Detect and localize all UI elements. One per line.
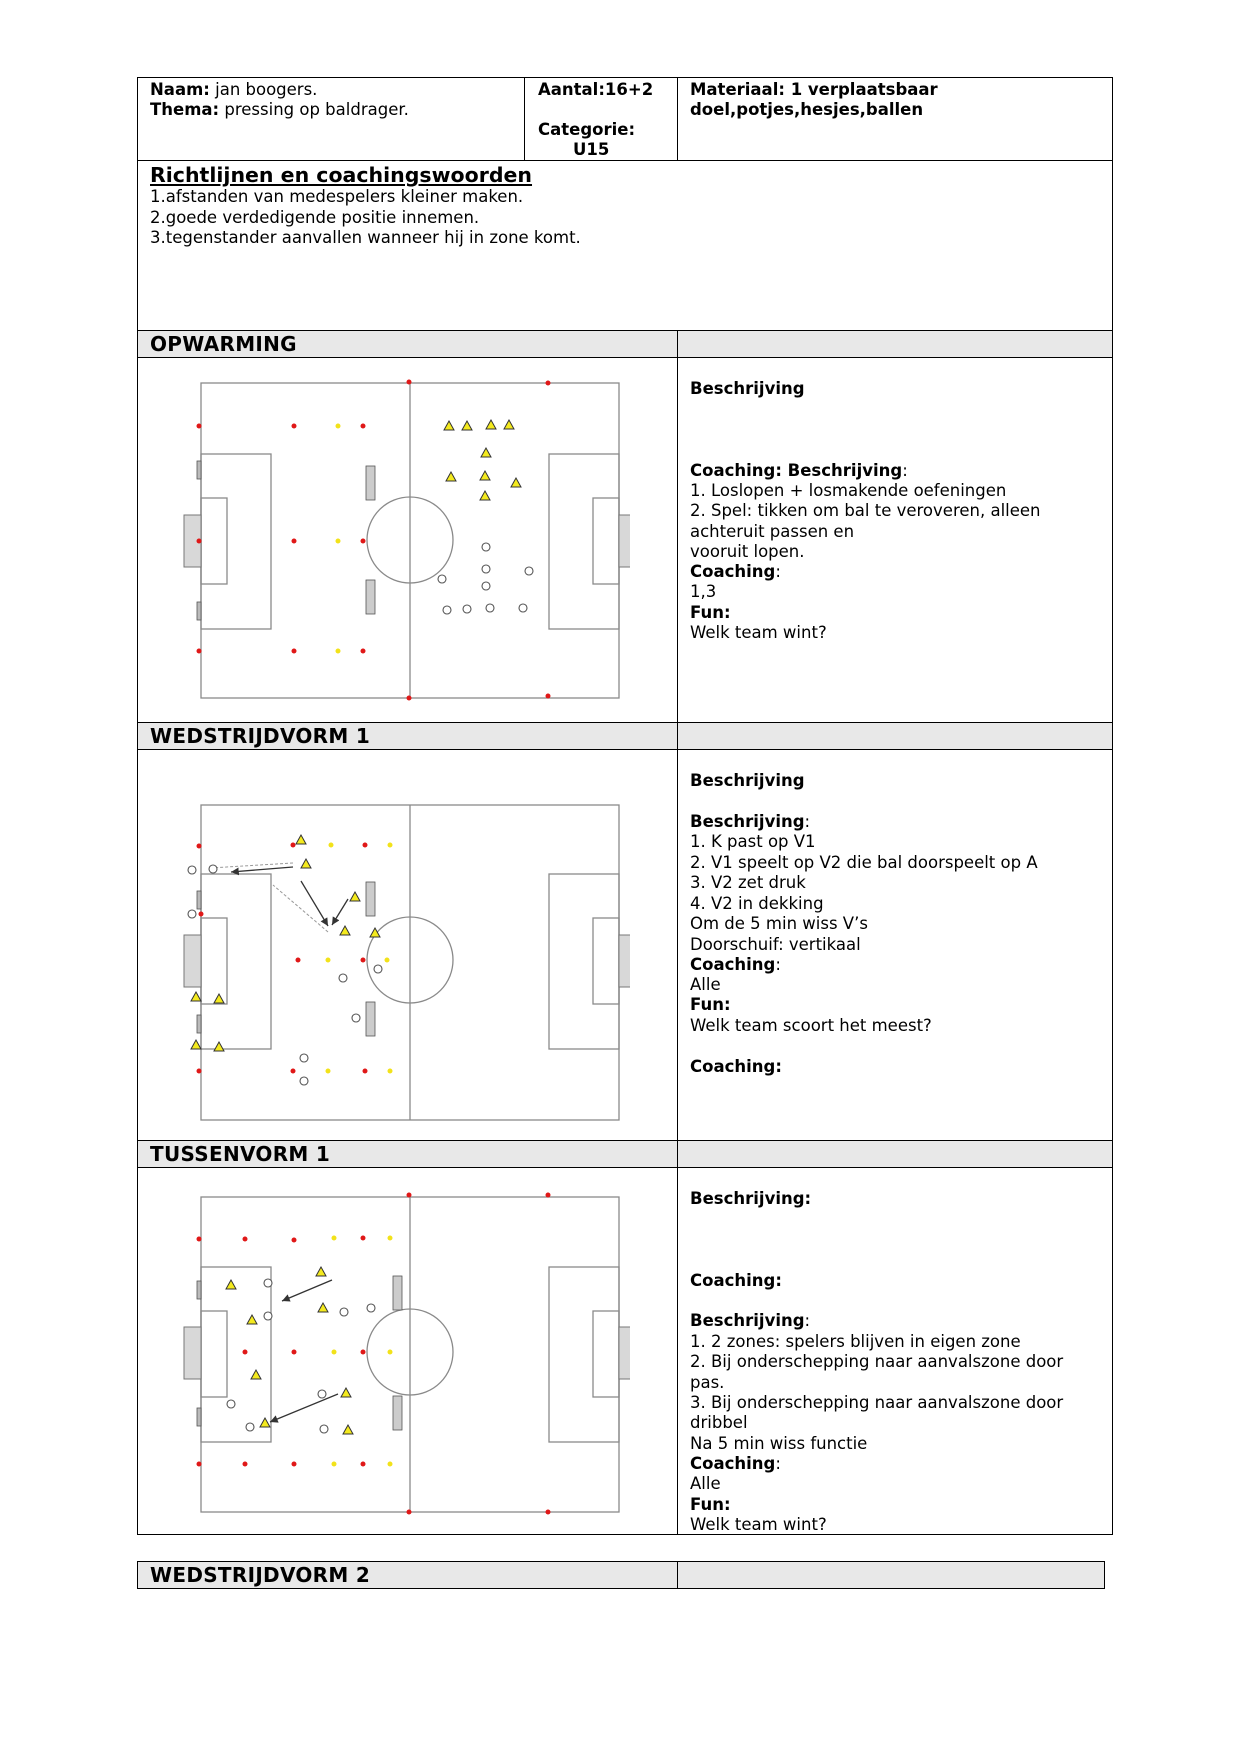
tussenvorm1-title: TUSSENVORM 1 <box>150 1142 331 1166</box>
opwarming-fun-value: Welk team wint? <box>690 623 827 642</box>
categorie-value: U15 <box>573 140 610 159</box>
thema-line <box>150 100 409 120</box>
categorie-label: Categorie: <box>538 120 636 139</box>
materiaal-line1: Materiaal: 1 verplaatsbaar <box>690 80 938 99</box>
wv1-item-3: 3. V2 zet druk <box>690 873 806 892</box>
opwarming-item-4: vooruit lopen. <box>690 542 805 561</box>
colon: : <box>804 1311 811 1330</box>
thema-value: pressing op baldrager. <box>219 100 409 119</box>
tv1-item-6: Na 5 min wiss functie <box>690 1434 868 1453</box>
richtlijn-3: 3.tegenstander aanvallen wanneer hij in zone komt. <box>150 228 581 247</box>
wv1-item-6: Doorschuif: vertikaal <box>690 935 861 954</box>
thema-label: Thema: <box>150 100 220 119</box>
field-diagram-tussenvorm1 <box>180 1188 630 1518</box>
label: Beschrijving <box>690 812 805 831</box>
naam-value: jan boogers. <box>209 80 318 99</box>
tv1-item-1: 1. 2 zones: spelers blijven in eigen zone <box>690 1332 1021 1351</box>
coaching2-label: Coaching <box>690 562 776 581</box>
goal-net-icon <box>184 882 630 1036</box>
wv1-item-4: 4. V2 in dekking <box>690 894 824 913</box>
wv1-beschrijving-label <box>690 812 810 832</box>
player-circle-icon <box>438 543 533 614</box>
tv1-coaching-value: Alle <box>690 1474 721 1493</box>
wv1-item-5: Om de 5 min wiss V’s <box>690 914 868 933</box>
naam-line <box>150 80 317 100</box>
opwarming-coaching2 <box>690 562 781 582</box>
cone-icon <box>197 380 551 701</box>
tv1-beschrijving-label <box>690 1311 810 1331</box>
opwarming-coaching-label <box>690 461 908 481</box>
opwarming-item-2: 2. Spel: tikken om bal te veroveren, alleen <box>690 501 1041 520</box>
colon: : <box>775 1454 781 1473</box>
tv1-fun-label: Fun: <box>690 1495 731 1514</box>
tv1-item-4: 3. Bij onderschepping naar aanvalszone door <box>690 1393 1064 1412</box>
naam-label: Naam: <box>150 80 210 99</box>
richtlijn-2: 2.goede verdedigende positie innemen. <box>150 208 480 227</box>
opwarming-title: OPWARMING <box>150 332 297 356</box>
label: Beschrijving <box>690 1311 805 1330</box>
coaching-label-text: Coaching: Beschrijving <box>690 461 903 480</box>
wv1-coaching-bottom: Coaching: <box>690 1057 782 1076</box>
field-diagram-opwarming <box>180 375 630 710</box>
aantal: Aantal:16+2 <box>538 80 654 99</box>
wv1-coaching-value: Alle <box>690 975 721 994</box>
wv1-beschrijving-heading: Beschrijving <box>690 771 805 790</box>
player-triangle-icon <box>444 420 521 500</box>
tv1-item-3: pas. <box>690 1373 725 1392</box>
wedstrijdvorm2-title: WEDSTRIJDVORM 2 <box>150 1563 371 1587</box>
wv1-fun-value: Welk team scoort het meest? <box>690 1016 932 1035</box>
opwarming-item-3: achteruit passen en <box>690 522 855 541</box>
colon: : <box>902 461 908 480</box>
opwarming-coaching2-value: 1,3 <box>690 582 717 601</box>
richtlijnen-title: Richtlijnen en coachingswoorden <box>150 163 533 187</box>
opwarming-fun-label: Fun: <box>690 603 731 622</box>
tv1-fun-value: Welk team wint? <box>690 1515 827 1534</box>
tv1-item-2: 2. Bij onderschepping naar aanvalszone door <box>690 1352 1064 1371</box>
wv1-fun-label: Fun: <box>690 995 731 1014</box>
colon: : <box>775 955 781 974</box>
goal-net-icon <box>184 461 630 620</box>
opwarming-beschrijving-heading: Beschrijving <box>690 379 805 398</box>
tv1-item-5: dribbel <box>690 1413 748 1432</box>
colon: : <box>804 812 811 831</box>
tv1-coaching-heading: Coaching: <box>690 1271 782 1290</box>
tv1-coaching <box>690 1454 781 1474</box>
richtlijn-1: 1.afstanden van medespelers kleiner maken. <box>150 187 524 206</box>
tv1-beschrijving-heading: Beschrijving: <box>690 1189 812 1208</box>
wv1-item-2: 2. V1 speelt op V2 die bal doorspeelt op A <box>690 853 1038 872</box>
field-diagram-wedstrijdvorm1 <box>180 795 630 1125</box>
opwarming-item-1: 1. Loslopen + losmakende oefeningen <box>690 481 1007 500</box>
label: Coaching <box>690 1454 776 1473</box>
label: Coaching <box>690 955 776 974</box>
materiaal-line2: doel,potjes,hesjes,ballen <box>690 100 924 119</box>
wv1-coaching <box>690 955 781 975</box>
wv1-item-1: 1. K past op V1 <box>690 832 816 851</box>
wedstrijdvorm1-title: WEDSTRIJDVORM 1 <box>150 724 371 748</box>
colon: : <box>775 562 781 581</box>
